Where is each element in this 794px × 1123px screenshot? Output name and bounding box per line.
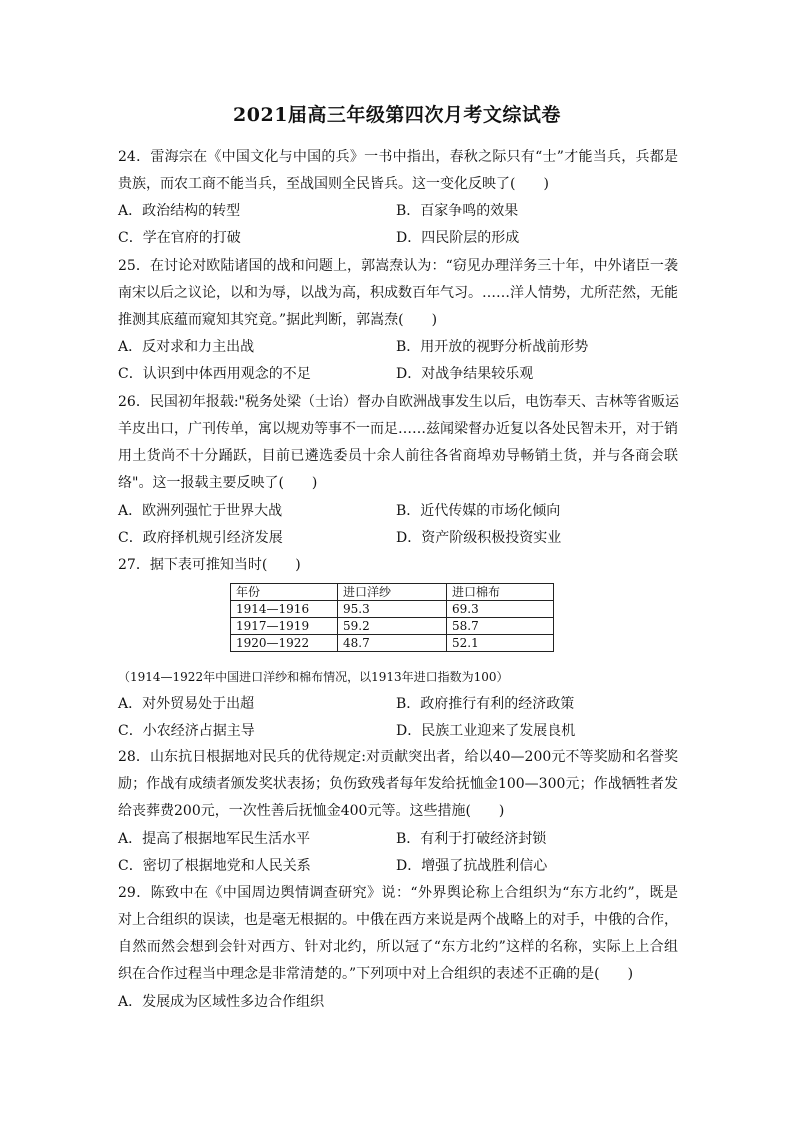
q29-line-4: 织在合作过程当中理念是非常清楚的。”下列项中对上合组织的表述不正确的是( )	[118, 966, 634, 982]
page-title: 2021届高三年级第四次月考文综试卷	[233, 104, 561, 126]
q25-option-c: C．认识到中体西用观念的不足	[118, 366, 311, 382]
table-header: 进口棉布	[447, 584, 554, 601]
q26-option-c: C．政府择机规引经济发展	[118, 530, 283, 546]
q25-line-1: 25．在讨论对欧陆诸国的战和问题上，郭嵩焘认为：“窃见办理洋务三十年，中外诸臣一袭	[118, 258, 678, 274]
q24-option-c: C．学在官府的打破	[118, 230, 241, 246]
q26-line-3: 用土货尚不十分踊跃，目前已遴选委员十余人前往各省商埠劝导畅销土货，并与各商会联	[118, 448, 678, 464]
table-cell: 95.3	[338, 601, 447, 618]
table-cell: 48.7	[338, 635, 447, 652]
q26-option-d: D．资产阶级积极投资实业	[396, 530, 562, 546]
table-cell: 1914—1916	[231, 601, 338, 618]
q25-line-3: 推测其底蕴而窥知其究竟。”据此判断，郭嵩焘( )	[118, 312, 438, 328]
q28-line-2: 励；作战有成绩者颁发奖状表扬；负伤致残者每年发给抚恤金100—300元；作战牺牲者发	[118, 776, 678, 792]
q29-option-a: A．发展成为区域性多边合作组织	[118, 994, 325, 1010]
table-cell: 59.2	[338, 618, 447, 635]
table-cell: 1920—1922	[231, 635, 338, 652]
q26-line-1: 26．民国初年报载:"税务处梁（士诒）督办自欧洲战事发生以后，电饬奉天、吉林等省贩运	[118, 394, 679, 410]
q24-option-b: B．百家争鸣的效果	[396, 203, 519, 219]
q27-option-c: C．小农经济占据主导	[118, 723, 255, 739]
q24-line-2: 贵族，而农工商不能当兵，至战国则全民皆兵。这一变化反映了( )	[118, 176, 549, 192]
q25-option-b: B．用开放的视野分析战前形势	[396, 339, 589, 355]
table-header: 进口洋纱	[338, 584, 447, 601]
q26-line-2: 羊皮出口，广刊传单，寓以规劝等事不一而足……兹闻梁督办近复以各处民智未开，对于销	[118, 421, 678, 437]
table-row	[231, 601, 554, 618]
table-header: 年份	[231, 584, 338, 601]
q28-option-c: C．密切了根据地党和人民关系	[118, 858, 311, 874]
import-table	[230, 583, 554, 652]
q27-option-b: B．政府推行有利的经济政策	[396, 696, 575, 712]
table-header-row	[231, 584, 554, 601]
table-cell: 52.1	[447, 635, 554, 652]
q26-option-b: B．近代传媒的市场化倾向	[396, 503, 561, 519]
table-cell: 58.7	[447, 618, 554, 635]
q29-line-1: 29．陈致中在《中国周边舆情调查研究》说：“外界舆论称上合组织为“东方北约”，既是	[118, 885, 678, 901]
q27-option-d: D．民族工业迎来了发展良机	[396, 723, 576, 739]
q26-line-4: 络"。这一报载主要反映了( )	[118, 475, 318, 491]
q26-option-a: A．欧洲列强忙于世界大战	[118, 503, 283, 519]
table-cell: 1917—1919	[231, 618, 338, 635]
table-cell: 69.3	[447, 601, 554, 618]
q28-option-d: D．增强了抗战胜利信心	[396, 858, 548, 874]
q24-option-d: D．四民阶层的形成	[396, 230, 520, 246]
q24-line-1: 24．雷海宗在《中国文化与中国的兵》一书中指出，春秋之际只有“士”才能当兵，兵都是	[118, 149, 678, 165]
q29-line-2: 对上合组织的误读，也是毫无根据的。中俄在西方来说是两个战略上的对手，中俄的合作，	[118, 912, 678, 928]
q28-line-3: 给丧葬费200元，一次性善后抚恤金400元等。这些措施( )	[118, 803, 505, 819]
q25-option-d: D．对战争结果较乐观	[396, 366, 534, 382]
table-caption: （1914—1922年中国进口洋纱和棉布情况，以1913年进口指数为100）	[118, 670, 509, 684]
q28-option-a: A．提高了根据地军民生活水平	[118, 831, 311, 847]
table-row	[231, 635, 554, 652]
q28-option-b: B．有利于打破经济封锁	[396, 831, 547, 847]
q25-option-a: A．反对求和力主出战	[118, 339, 255, 355]
q28-line-1: 28．山东抗日根据地对民兵的优待规定:对贡献突出者，给以40—200元不等奖励和名誉奖	[118, 749, 678, 765]
q27-option-a: A．对外贸易处于出超	[118, 696, 255, 712]
table-row	[231, 618, 554, 635]
q27-line-1: 27．据下表可推知当时( )	[118, 557, 301, 573]
q29-line-3: 自然而然会想到会针对西方、针对北约，所以冠了“东方北约”这样的名称，实际上上合组	[118, 939, 678, 955]
q25-line-2: 南宋以后之议论，以和为辱，以战为高，积成数百年气习。……洋人情势，尤所茫然，无能	[118, 285, 678, 301]
q24-option-a: A．政治结构的转型	[118, 203, 241, 219]
